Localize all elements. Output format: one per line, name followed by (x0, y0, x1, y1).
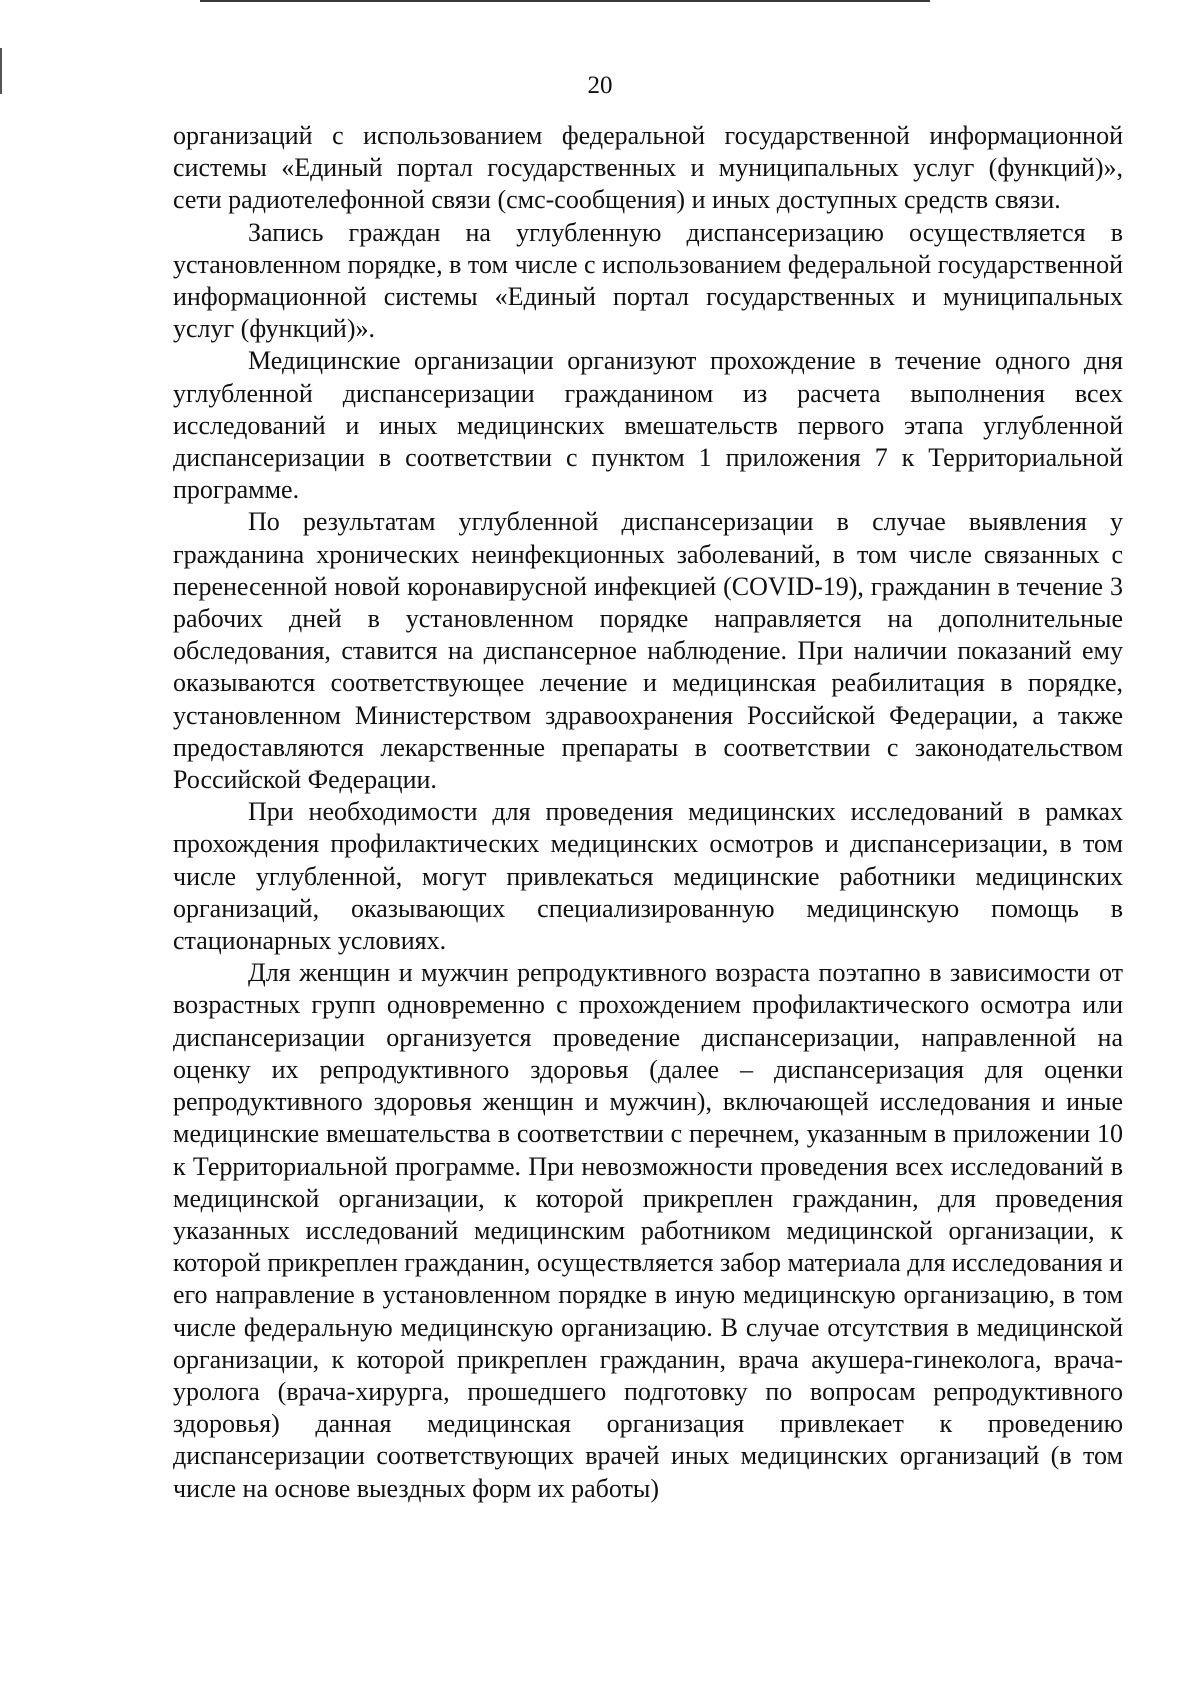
paragraph-reproductive-health: Для женщин и мужчин репродуктивного возраста поэтапно в зависимости от возрастных групп одновременно с прохождением профилактического осмотра или диспансеризации организуется проведение диспансеризации, направленной на оценку их репродуктивного здоровья (далее – диспансеризация для оценки репродуктивного здоровья женщин и мужчин), включающей исследования и иные медицинские вмешательства в соответствии с перечнем, указанным в приложении 10 к Территориальной программе. При невозможности проведения всех исследований в медицинской организации, к которой прикреплен гражданин, для проведения указанных исследований медицинским работником медицинской организации, к которой прикреплен гражданин, осуществляется забор материала для исследования и его направление в установленном порядке в иную медицинскую организацию, в том числе федеральную медицинскую организацию. В случае отсутствия в медицинской организации, к которой прикреплен гражданин, врача акушера-гинеколога, врача-уролога (врача-хирурга, прошедшего подготовку по вопросам репродуктивного здоровья) данная медицинская организация привлекает к проведению диспансеризации соответствующих врачей иных медицинских организаций (в том числе на основе выездных форм их работы) (173, 958, 1123, 1503)
document-body (173, 120, 1123, 1505)
paragraph-one-day-exam: Медицинские организации организуют прохождение в течение одного дня углубленной диспансеризации гражданином из расчета выполнения всех исследований и иных медицинских вмешательств первого этапа углубленной диспансеризации в соответствии с пунктом 1 приложения 7 к Территориальной программе. (173, 346, 1123, 505)
paragraph-continuation: организаций с использованием федеральной государственной информационной системы «Единый портал государственных и муниципальных услуг (функций)», сети радиотелефонной связи (смс-сообщения) и иных доступных средств связи. (173, 121, 1123, 215)
paragraph-results: По результатам углубленной диспансеризации в случае выявления у гражданина хронических неинфекционных заболеваний, в том числе связанных с перенесенной новой коронавирусной инфекцией (COVID-19), гражданин в течение 3 рабочих дней в установленном порядке направляется на дополнительные обследования, ставится на диспансерное наблюдение. При наличии показаний ему оказываются соответствующее лечение и медицинская реабилитация в порядке, установленном Министерством здравоохранения Российской Федерации, а также предоставляются лекарственные препараты в соответствии с законодательством Российской Федерации. (173, 507, 1123, 795)
paragraph-specialists: При необходимости для проведения медицинских исследований в рамках прохождения профилактических медицинских осмотров и диспансеризации, в том числе углубленной, могут привлекаться медицинские работники медицинских организаций, оказывающих специализированную медицинскую помощь в стационарных условиях. (173, 797, 1123, 956)
scan-edge-line (200, 0, 930, 2)
paragraph-registration: Запись граждан на углубленную диспансеризацию осуществляется в установленном порядке, в том числе с использованием федеральной государственной информационной системы «Единый портал государственных и муниципальных услуг (функций)». (173, 217, 1123, 344)
page-number: 20 (587, 72, 613, 99)
